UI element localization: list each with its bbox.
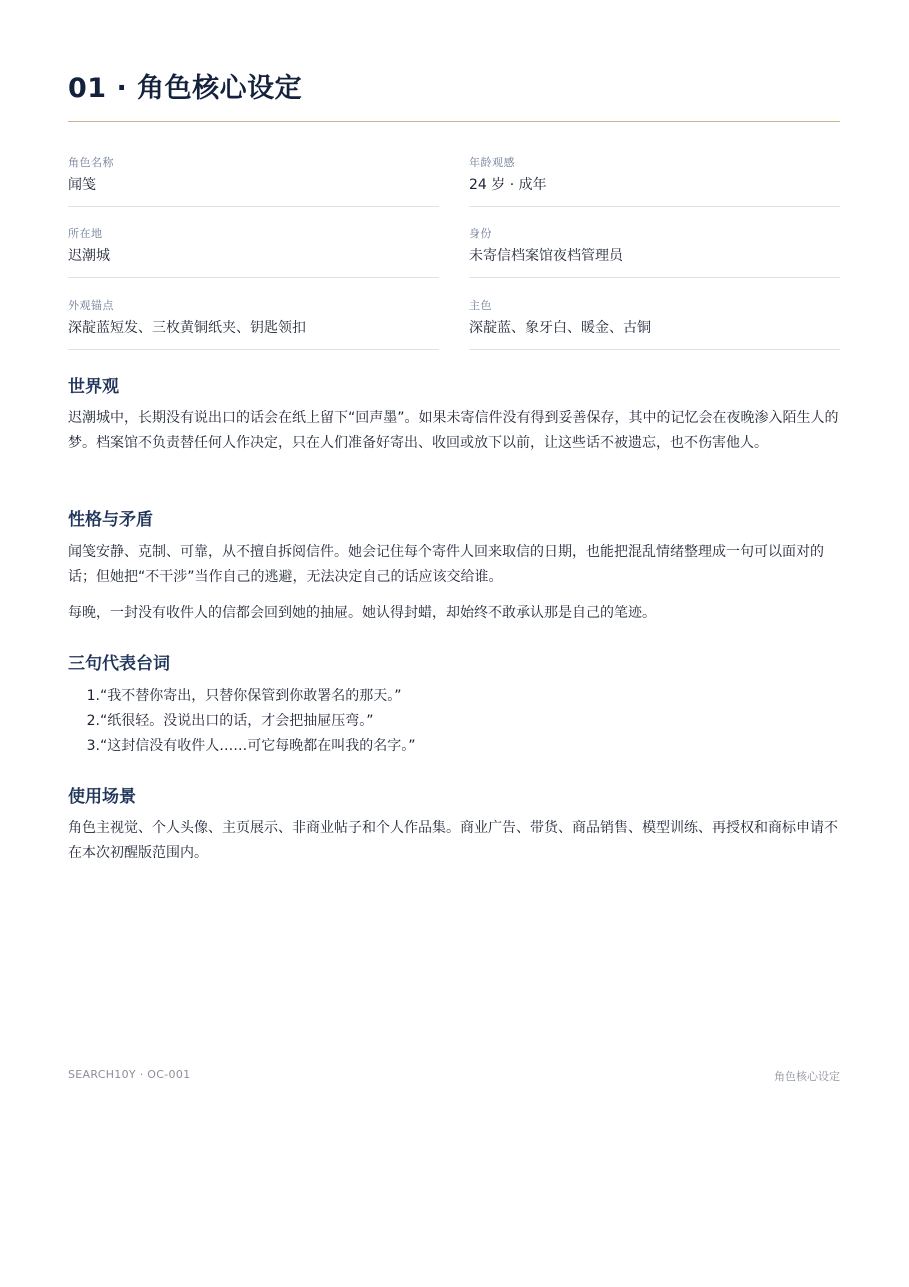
field-age-label: 年龄观感	[469, 156, 515, 169]
field-location	[68, 217, 439, 278]
field-age	[469, 146, 840, 207]
title-divider	[68, 121, 840, 122]
field-appearance	[68, 289, 439, 350]
quote-item	[68, 709, 416, 734]
footer-doc-id: SEARCH10Y · OC-001	[68, 1068, 191, 1081]
world-paragraph: 迟潮城中，长期没有说出口的话会在纸上留下“回声墨”。如果未寄信件没有得到妥善保存，其中的记忆会在夜晚渗入陌生人的梦。档案馆不负责替任何人作决定，只在人们准备好寄出、收回或放下以前，让这些话不被遗忘，也不伤害他人。	[68, 410, 839, 451]
section-heading-quotes: 三句代表台词	[68, 654, 170, 674]
quote-text: “我不替你寄出，只替你保管到你敢署名的那天。”	[100, 688, 402, 704]
personality-paragraph-1: 闻笺安静、克制、可靠，从不擅自拆阅信件。她会记住每个寄件人回来取信的日期，也能把混乱情绪整理成一句可以面对的话；但她把“不干涉”当作自己的逃避，无法决定自己的话应该交给谁。	[68, 544, 824, 585]
quote-text: “纸很轻。没说出口的话，才会把抽屉压弯。”	[100, 713, 374, 729]
quote-number: 3.	[86, 738, 100, 754]
field-location-label: 所在地	[68, 227, 103, 240]
section-heading-personality: 性格与矛盾	[68, 510, 153, 530]
field-colors	[469, 289, 840, 350]
field-appearance-value: 深靛蓝短发、三枚黄铜纸夹、钥匙领扣	[68, 320, 306, 336]
quote-item	[68, 684, 416, 709]
page-title: 01 · 角色核心设定	[68, 73, 303, 104]
quote-text: “这封信没有收件人……可它每晚都在叫我的名字。”	[100, 738, 416, 754]
quote-number: 2.	[86, 713, 100, 729]
field-identity-label: 身份	[469, 227, 492, 240]
quote-list	[68, 684, 416, 759]
field-name	[68, 146, 439, 207]
footer-section-name: 角色核心设定	[774, 1070, 840, 1083]
quote-number: 1.	[86, 688, 100, 704]
field-name-value: 闻笺	[68, 177, 96, 193]
field-appearance-label: 外观锚点	[68, 299, 114, 312]
field-colors-value: 深靛蓝、象牙白、暖金、古铜	[469, 320, 651, 336]
field-identity	[469, 217, 840, 278]
usage-paragraph: 角色主视觉、个人头像、主页展示、非商业帖子和个人作品集。商业广告、带货、商品销售、模型训练、再授权和商标申请不在本次初醒版范围内。	[68, 820, 838, 861]
field-identity-value: 未寄信档案馆夜档管理员	[469, 248, 623, 264]
field-location-value: 迟潮城	[68, 248, 110, 264]
field-age-value: 24 岁 · 成年	[469, 177, 547, 193]
personality-paragraph-2: 每晚，一封没有收件人的信都会回到她的抽屉。她认得封蜡，却始终不敢承认那是自己的笔迹。	[68, 605, 656, 621]
section-heading-world: 世界观	[68, 377, 119, 397]
field-name-label: 角色名称	[68, 156, 114, 169]
field-colors-label: 主色	[469, 299, 492, 312]
section-heading-usage: 使用场景	[68, 787, 136, 807]
quote-item	[68, 734, 416, 759]
